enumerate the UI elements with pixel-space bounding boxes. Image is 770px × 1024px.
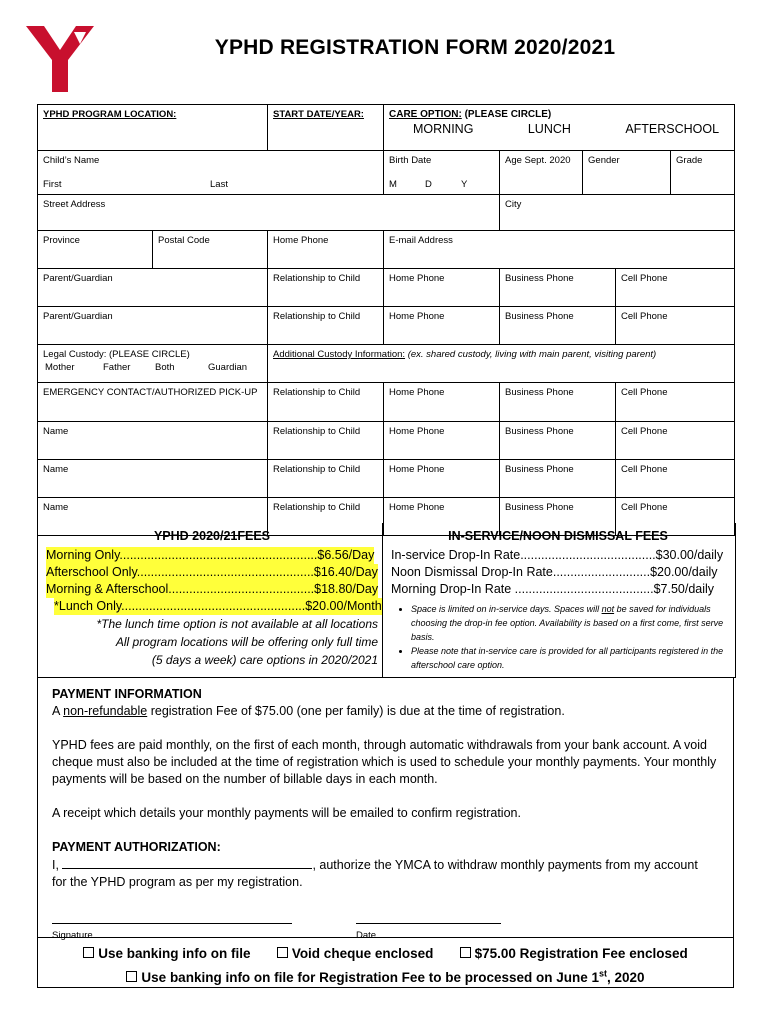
custody-guardian-option[interactable]: Guardian [208, 362, 248, 373]
care-option-note: (PLEASE CIRCLE) [464, 109, 552, 120]
relationship-cell[interactable] [268, 269, 384, 307]
payment-heading: PAYMENT INFORMATION [52, 687, 202, 701]
cell-phone-cell[interactable] [616, 383, 735, 422]
cell-phone-cell[interactable] [616, 460, 735, 498]
business-phone-cell[interactable] [500, 307, 616, 345]
business-phone-label: Business Phone [505, 273, 574, 284]
emergency-row [38, 460, 735, 498]
home-phone-label: Home Phone [389, 387, 445, 398]
legal-custody-label: Legal Custody: (PLEASE CIRCLE) [43, 349, 190, 360]
home-phone-label: Home Phone [389, 273, 445, 284]
business-phone-label: Business Phone [505, 387, 574, 398]
additional-custody-cell[interactable] [268, 345, 735, 383]
authorization-name-field[interactable] [62, 856, 312, 869]
date-label: Date [356, 930, 377, 941]
void-cheque-option[interactable]: Void cheque enclosed [277, 946, 434, 961]
last-name-label: Last [210, 179, 228, 190]
inservice-fees-title: IN-SERVICE/NOON DISMISSAL FEES [448, 529, 668, 543]
emergency-label: EMERGENCY CONTACT/AUTHORIZED PICK-UP [43, 387, 258, 398]
inservice-care-note: • Please note that in-service care is provided for all participants registered in the afterschool care option. [411, 644, 725, 672]
street-address-cell[interactable] [38, 195, 500, 231]
first-name-label: First [43, 179, 62, 190]
cell-phone-cell[interactable] [616, 307, 735, 345]
emergency-label: Name [43, 502, 69, 513]
monthly-fees-text: YPHD fees are paid monthly, on the first of each month, through automatic withdrawals from your bank account. A void cheque must also be included at the time of registration which is used to schedule your monthly payments. Your monthly payments will be based on the number of billable days in each month. [52, 738, 717, 786]
business-phone-cell[interactable] [500, 422, 616, 460]
guardian-name-cell[interactable] [38, 269, 268, 307]
birth-year-label: Y [461, 179, 468, 190]
cell-phone-cell[interactable] [616, 269, 735, 307]
relationship-label: Relationship to Child [273, 387, 361, 398]
custody-mother-option[interactable]: Mother [45, 362, 75, 373]
inservice-fees-panel [383, 523, 735, 677]
gender-cell[interactable] [583, 151, 671, 195]
emergency-name-cell[interactable] [38, 422, 268, 460]
home-phone-label: Home Phone [389, 464, 445, 475]
receipt-text: A receipt which details your monthly payments will be emailed to confirm registration. [52, 806, 521, 820]
birth-day-label: D [425, 179, 432, 190]
fees-section [37, 523, 736, 678]
checkbox-icon[interactable] [460, 947, 471, 958]
cell-phone-label: Cell Phone [621, 426, 668, 437]
guardian-name-cell[interactable] [38, 307, 268, 345]
emergency-name-cell[interactable] [38, 383, 268, 422]
home-phone-cell[interactable] [384, 460, 500, 498]
relationship-cell[interactable] [268, 460, 384, 498]
guardian-label: Parent/Guardian [43, 273, 113, 284]
start-date-label: START DATE/YEAR: [273, 109, 364, 120]
grade-cell[interactable] [671, 151, 735, 195]
emergency-label: Name [43, 464, 69, 475]
care-options-note: (5 days a week) care options in 2020/2021 [151, 653, 378, 667]
payment-options [37, 938, 734, 988]
cell-phone-label: Cell Phone [621, 464, 668, 475]
emergency-row [38, 422, 735, 460]
business-phone-cell[interactable] [500, 460, 616, 498]
home-phone-label: Home Phone [389, 502, 445, 513]
home-phone-label: Home Phone [273, 235, 329, 246]
relationship-cell[interactable] [268, 383, 384, 422]
signature-label: Signature [52, 930, 93, 941]
child-name-cell[interactable] [38, 151, 384, 195]
birth-date-cell[interactable] [384, 151, 500, 195]
guardian-row [38, 307, 735, 345]
banking-info-fee-option[interactable]: Use banking info on file for Registration Fee to be processed on June 1st, 2020 [126, 970, 644, 985]
birth-date-label: Birth Date [389, 155, 432, 166]
fee-afterschool: Afterschool Only...................................................$16.40/Day [46, 565, 378, 579]
relationship-cell[interactable] [268, 307, 384, 345]
guardian-label: Parent/Guardian [43, 311, 113, 322]
authorization-heading: PAYMENT AUTHORIZATION: [52, 840, 221, 854]
care-option-label: CARE OPTION: [389, 109, 462, 120]
home-phone-cell[interactable] [384, 269, 500, 307]
age-cell[interactable] [500, 151, 583, 195]
email-cell[interactable] [384, 231, 735, 269]
business-phone-label: Business Phone [505, 502, 574, 513]
relationship-label: Relationship to Child [273, 426, 361, 437]
yphd-fees-panel [38, 523, 383, 677]
relationship-cell[interactable] [268, 422, 384, 460]
form-title: YPHD REGISTRATION FORM 2020/2021 [214, 36, 616, 59]
business-phone-label: Business Phone [505, 311, 574, 322]
province-cell[interactable] [38, 231, 153, 269]
email-label: E-mail Address [389, 235, 453, 246]
care-lunch-option[interactable]: LUNCH [527, 122, 571, 136]
checkbox-icon[interactable] [83, 947, 94, 958]
guardian-row [38, 269, 735, 307]
relationship-label: Relationship to Child [273, 273, 361, 284]
home-phone-cell[interactable] [384, 422, 500, 460]
business-phone-label: Business Phone [505, 426, 574, 437]
home-phone-cell[interactable] [384, 383, 500, 422]
additional-custody-hint: (ex. shared custody, living with main parent, visiting parent) [407, 349, 657, 360]
home-phone-label: Home Phone [389, 311, 445, 322]
relationship-label: Relationship to Child [273, 311, 361, 322]
authorization-text: I, , authorize the YMCA to withdraw monthly payments from my account [52, 858, 698, 872]
payment-section [37, 677, 734, 941]
checkbox-icon[interactable] [126, 971, 137, 982]
legal-custody-cell[interactable] [38, 345, 268, 383]
program-location-cell[interactable] [38, 105, 268, 151]
custody-both-option[interactable]: Both [155, 362, 175, 373]
street-address-label: Street Address [43, 199, 106, 210]
space-limited-note: • Space is limited on in-service days. Spaces will not be saved for individuals choosing the drop-in fee option. Availability is based on a first come, first serve basis. [411, 602, 725, 644]
fee-inservice: In-service Drop-In Rate.......................................$30.00/daily [391, 548, 724, 562]
business-phone-label: Business Phone [505, 464, 574, 475]
care-morning-option[interactable]: MORNING [413, 122, 474, 136]
fee-morning-afterschool: Morning & Afterschool..........................................$18.80/Day [46, 582, 379, 596]
date-field[interactable] [356, 923, 501, 924]
custody-father-option[interactable]: Father [103, 362, 131, 373]
registration-fee-option[interactable]: $75.00 Registration Fee enclosed [460, 946, 688, 961]
program-location-label: YPHD PROGRAM LOCATION: [43, 109, 177, 120]
age-label: Age Sept. 2020 [505, 155, 571, 166]
cell-phone-label: Cell Phone [621, 502, 668, 513]
grade-label: Grade [676, 155, 703, 166]
fee-notes-list [391, 602, 725, 672]
cell-phone-label: Cell Phone [621, 311, 668, 322]
registration-fee-text: A non-refundable registration Fee of $75.00 (one per family) is due at the time of registration. [52, 704, 565, 718]
cell-phone-cell[interactable] [616, 422, 735, 460]
full-time-note: All program locations will be offering only full time [115, 635, 378, 649]
checkbox-icon[interactable] [277, 947, 288, 958]
postal-code-cell[interactable] [153, 231, 268, 269]
birth-month-label: M [389, 179, 397, 190]
registration-table [37, 104, 735, 536]
authorization-text-2: for the YPHD program as per my registration. [52, 875, 303, 889]
cell-phone-label: Cell Phone [621, 273, 668, 284]
emergency-label: Name [43, 426, 69, 437]
emergency-row [38, 383, 735, 422]
relationship-label: Relationship to Child [273, 502, 361, 513]
business-phone-cell[interactable] [500, 269, 616, 307]
banking-info-option[interactable]: Use banking info on file [83, 946, 250, 961]
gender-label: Gender [588, 155, 620, 166]
city-cell[interactable] [500, 195, 735, 231]
province-label: Province [43, 235, 80, 246]
home-phone-label: Home Phone [389, 426, 445, 437]
home-phone-cell[interactable] [268, 231, 384, 269]
fee-noon-dismissal: Noon Dismissal Drop-In Rate............................$20.00/daily [391, 565, 718, 579]
care-afterschool-option[interactable]: AFTERSCHOOL [625, 122, 720, 136]
care-option-cell[interactable] [384, 105, 735, 151]
emergency-name-cell[interactable] [38, 460, 268, 498]
additional-custody-label: Additional Custody Information: [273, 349, 406, 360]
start-date-cell[interactable] [268, 105, 384, 151]
yphd-fees-title: YPHD 2020/21FEES [153, 529, 271, 543]
cell-phone-label: Cell Phone [621, 387, 668, 398]
fee-morning: Morning Only.........................................................$6.56/Day [46, 548, 375, 562]
fee-lunch: *Lunch Only.....................................................$20.00/Month [54, 599, 382, 613]
business-phone-cell[interactable] [500, 383, 616, 422]
fee-morning-dropin: Morning Drop-In Rate ........................................$7.50/daily [391, 582, 715, 596]
city-label: City [505, 199, 522, 210]
lunch-note: *The lunch time option is not available at all locations [96, 617, 378, 631]
home-phone-cell[interactable] [384, 307, 500, 345]
signature-field[interactable] [52, 923, 292, 924]
postal-code-label: Postal Code [158, 235, 210, 246]
child-name-label: Child’s Name [43, 155, 100, 166]
relationship-label: Relationship to Child [273, 464, 361, 475]
